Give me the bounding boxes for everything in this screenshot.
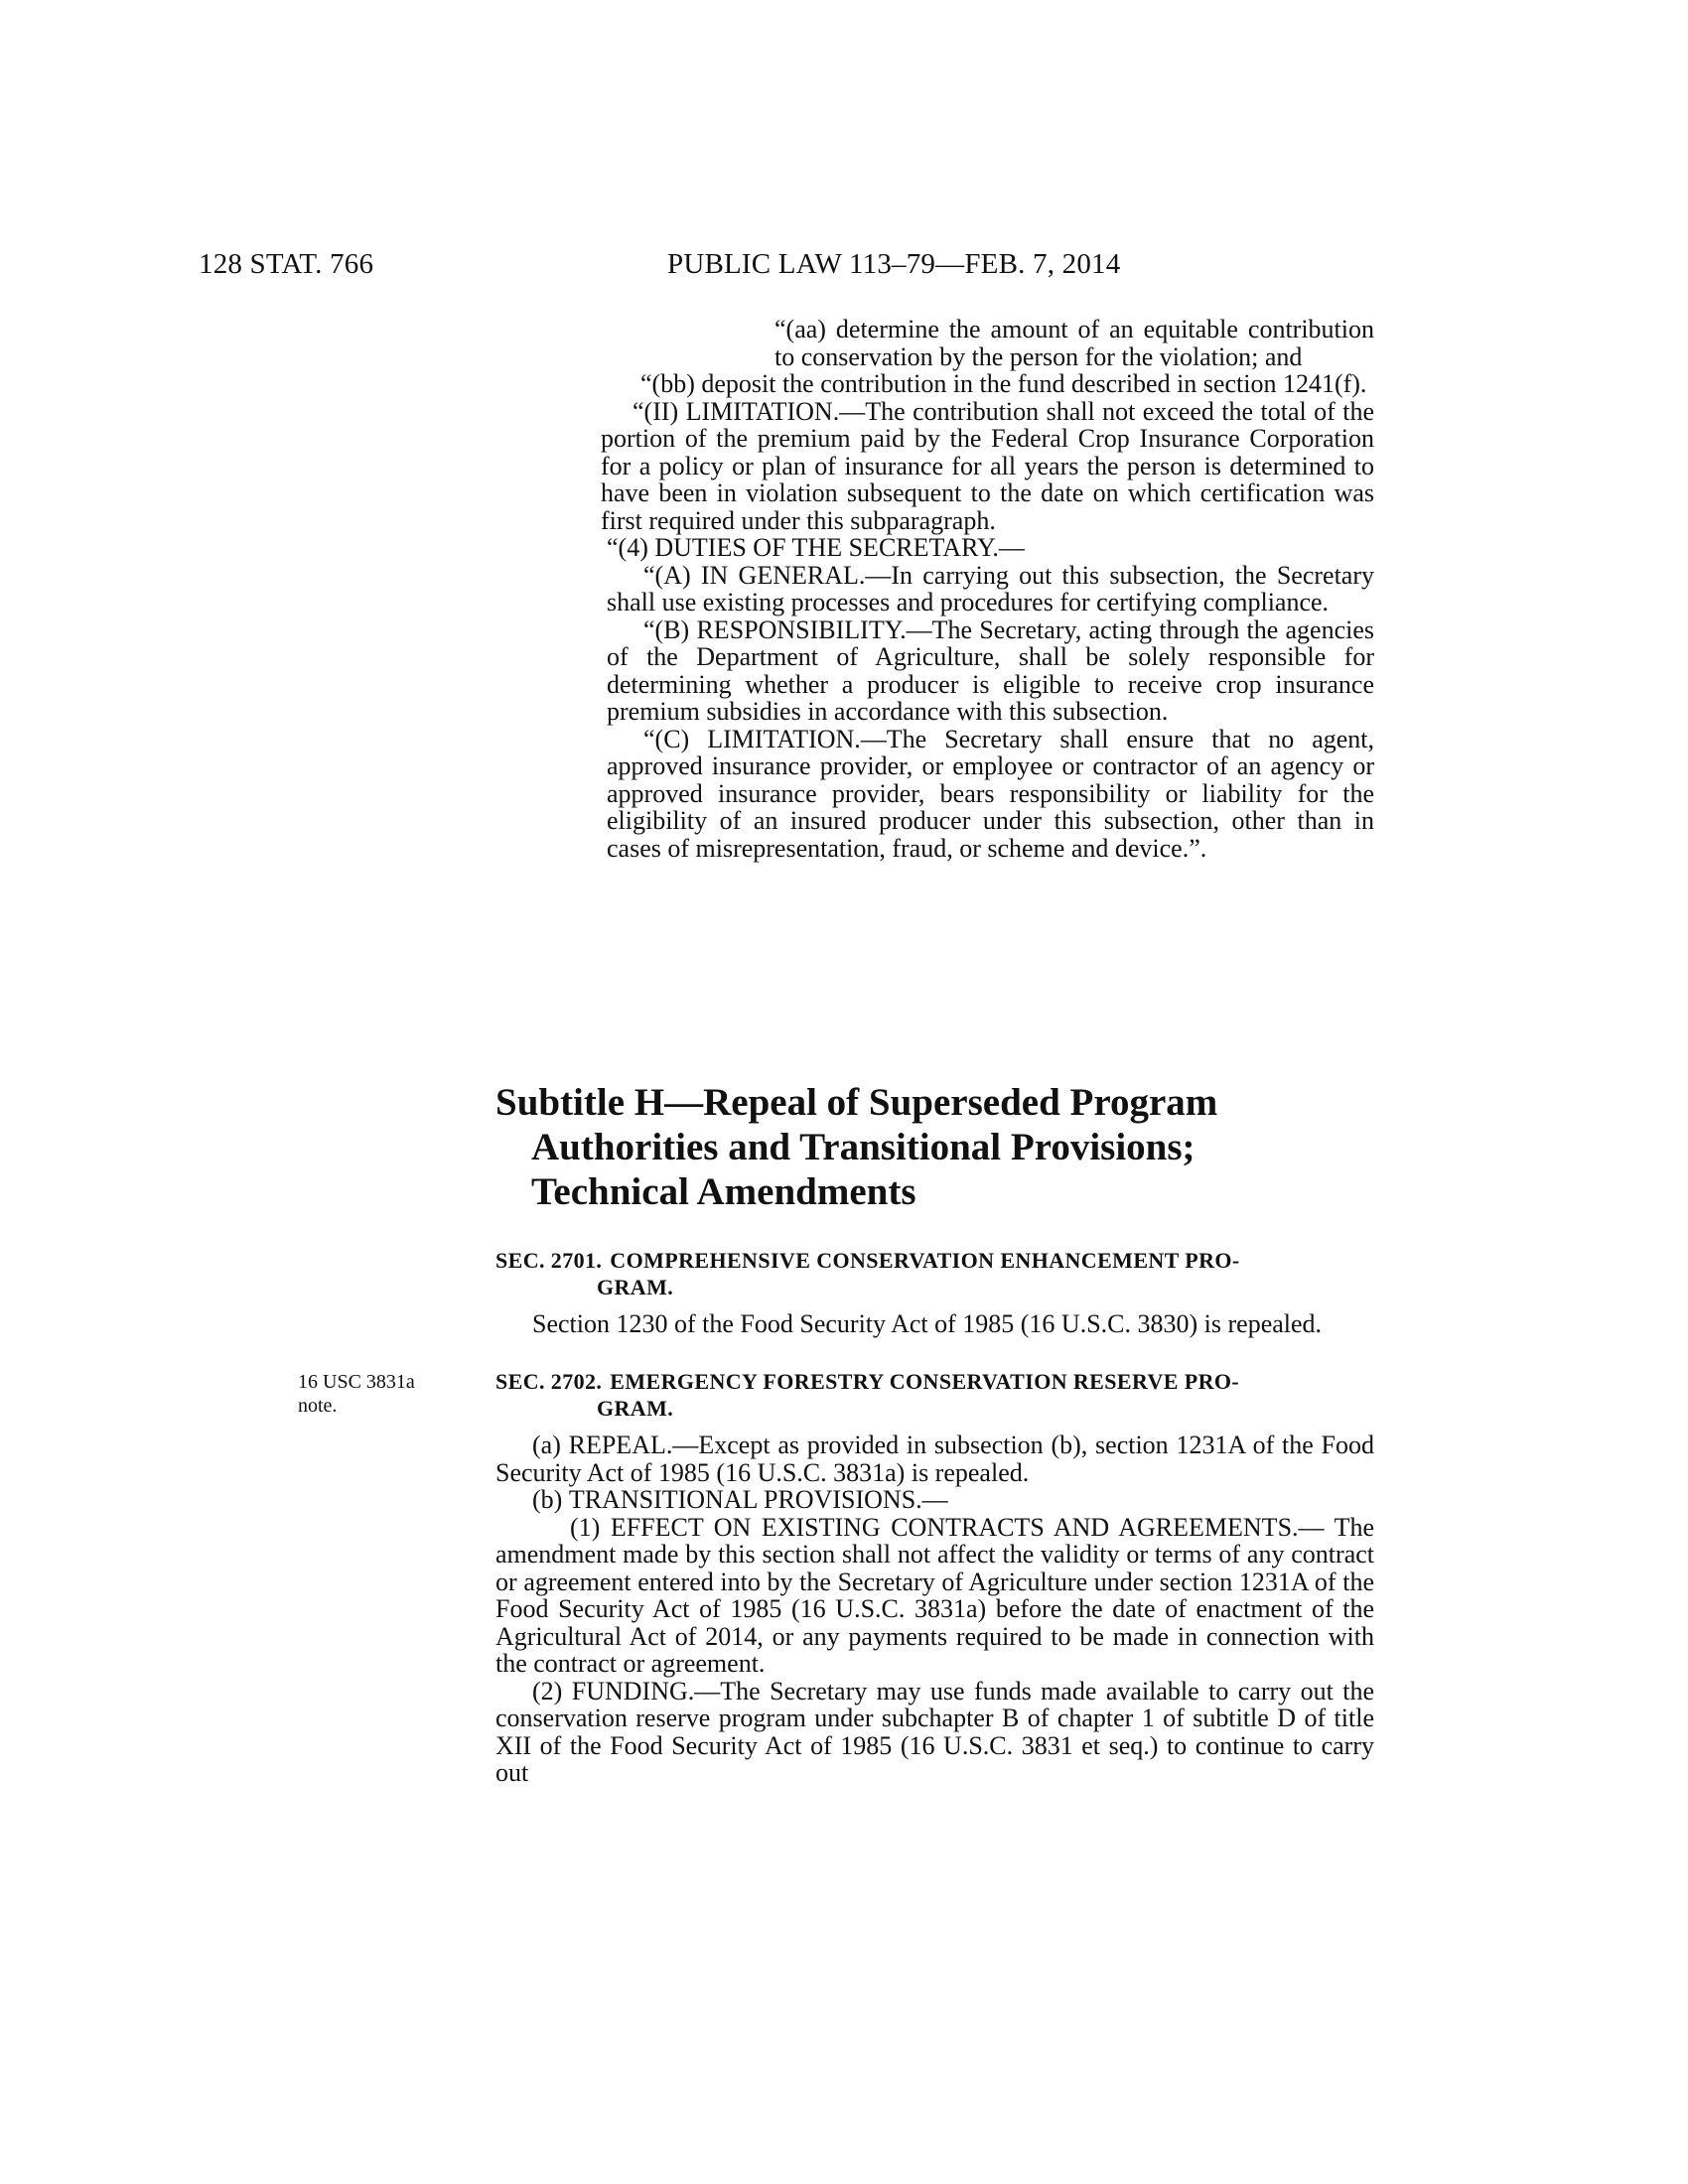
- section-2701-title-line2: GRAM.: [597, 1275, 674, 1299]
- paragraph-b2-label: FUNDING.: [571, 1676, 695, 1706]
- sub-a-wrap: [495, 562, 1374, 616]
- clause-ii-text: —The contribution shall not exceed the total of the portion of the premium paid by the Federal Crop Insurance Corporation for a policy or plan of insurance for all years the person is determined to have been in violation subsequent to the date on which certification was first required under this subparagraph.: [601, 396, 1374, 535]
- section-2701-number: SEC. 2701.: [495, 1248, 603, 1273]
- clause-ii: [495, 398, 1374, 535]
- section-2702-heading: [495, 1368, 1374, 1422]
- sub-c-label: LIMITATION.: [707, 724, 861, 753]
- item-aa-text: “(aa) determine the amount of an equitable contribution to conservation by the person for the violation; and: [774, 315, 1374, 371]
- p4-label: DUTIES OF THE SECRETARY.: [654, 533, 999, 562]
- item-bb-text: “(bb) deposit the contribution in the fund described in section 1241(f).: [640, 369, 1367, 398]
- subtitle-line-2: Authorities and Transitional Provisions;: [531, 1126, 1196, 1168]
- sub-a-prefix: “(A): [643, 560, 701, 590]
- paragraph-b1-prefix: (1): [570, 1512, 611, 1542]
- paragraph-b1: [495, 1514, 1374, 1678]
- paragraph-b2-text: —The Secretary may use funds made available to carry out the conservation reserve program under subchapter B of chapter 1 of subtitle D of title XII of the Food Security Act of 1985 (16 U.S.C. 3831 et seq.) to continue to carry out: [495, 1676, 1374, 1787]
- law-title-header: PUBLIC LAW 113–79—FEB. 7, 2014: [667, 248, 1121, 280]
- section-2702-title-line2: GRAM.: [597, 1396, 674, 1421]
- section-2701-title-line1: COMPREHENSIVE CONSERVATION ENHANCEMENT PRO-: [610, 1248, 1240, 1273]
- clause-ii-body: [601, 398, 1374, 535]
- sub-a-label: IN GENERAL.: [700, 560, 866, 590]
- paragraph-b2: [495, 1678, 1374, 1787]
- paragraph-b1-label: EFFECT ON EXISTING CONTRACTS AND AGREEMENTS.: [610, 1512, 1299, 1542]
- subsection-b: [495, 1486, 1374, 1514]
- margin-note-line2: note.: [298, 1395, 338, 1417]
- section-2702-body: [495, 1432, 1374, 1787]
- sub-b-prefix: “(B): [643, 614, 697, 644]
- margin-note: [298, 1370, 415, 1418]
- subsection-b-prefix: (b): [532, 1485, 569, 1514]
- section-2702-number: SEC. 2702.: [495, 1369, 603, 1394]
- subtitle-line-3: Technical Amendments: [531, 1170, 916, 1213]
- margin-note-line1: 16 USC 3831a: [298, 1371, 415, 1393]
- continued-provisions: [495, 316, 1374, 862]
- p4-suffix: —: [998, 533, 1025, 562]
- subparagraph-b: [495, 616, 1374, 726]
- paragraph-b1-text: — The amendment made by this section shall not affect the validity or terms of any contract or agreement entered into by the Secretary of Agriculture under section 1231A of the Food Security Act of 1985 (16 U.S.C. 3831a) before the date of enactment of the Agricultural Act of 2014, or any payments required to be made in connection with the contract or agreement.: [495, 1512, 1374, 1678]
- subsection-a-text: —Except as provided in subsection (b), section 1231A of the Food Security Act of 1985 (16 U.S.C. 3831a) is repealed.: [495, 1431, 1374, 1487]
- section-2701-heading: [495, 1247, 1374, 1300]
- p4-prefix: “(4): [607, 533, 655, 562]
- section-2701-text: Section 1230 of the Food Security Act of 1985 (16 U.S.C. 3830) is repealed.: [532, 1309, 1323, 1338]
- section-2702-title-line1: EMERGENCY FORESTRY CONSERVATION RESERVE PRO-: [610, 1369, 1240, 1394]
- sub-b-label: RESPONSIBILITY.: [696, 614, 907, 644]
- sub-c-text: —The Secretary shall ensure that no agent, approved insurance provider, or employee or contractor of an agency or approved insurance provider, bears responsibility or liability for the eligibility of an insured producer under this subsection, other than in cases of misrepresentation, fraud, or scheme and device.”.: [607, 724, 1374, 863]
- subsection-b-label: TRANSITIONAL PROVISIONS.: [568, 1485, 922, 1514]
- sub-c-prefix: “(C): [643, 724, 708, 753]
- clause-ii-prefix: “(II): [633, 396, 686, 426]
- paragraph-b2-prefix: (2): [532, 1676, 572, 1706]
- subtitle-heading: [495, 1080, 1389, 1214]
- item-bb: [495, 370, 1374, 398]
- subparagraph-a: [495, 562, 1374, 616]
- sub-a-text: —In carrying out this subsection, the Secretary shall use existing processes and procedures for certifying compliance.: [607, 560, 1374, 616]
- subsection-a-label: REPEAL.: [568, 1431, 673, 1459]
- stat-page-number: 128 STAT. 766: [199, 248, 374, 280]
- section-2701-body: [495, 1310, 1374, 1338]
- paragraph-4-heading: [495, 534, 1374, 562]
- item-aa: [495, 316, 1374, 370]
- subsection-a-prefix: (a): [532, 1431, 569, 1459]
- clause-ii-label: LIMITATION.: [685, 396, 840, 426]
- subsection-a: [495, 1432, 1374, 1486]
- subsection-b-suffix: —: [921, 1485, 948, 1514]
- sub-b-text: —The Secretary, acting through the agencies of the Department of Agriculture, shall be solely responsible for determining whether a producer is eligible to receive crop insurance premium subsidies in accordance with this subsection.: [607, 614, 1374, 726]
- subparagraph-c: [495, 726, 1374, 863]
- subtitle-line-1: Subtitle H—Repeal of Superseded Program: [495, 1081, 1218, 1124]
